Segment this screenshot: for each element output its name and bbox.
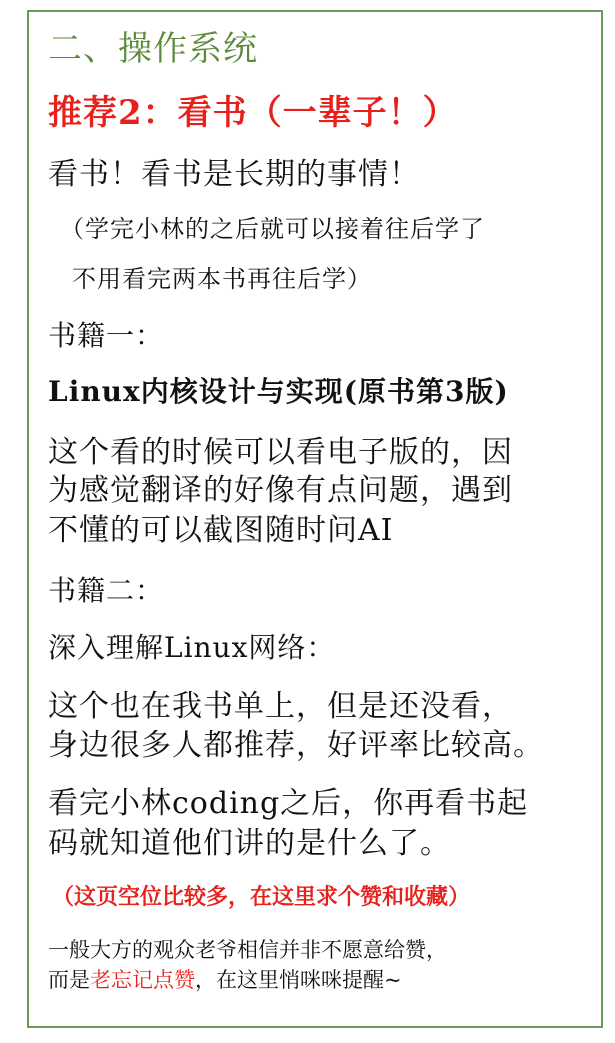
book1-label: 书籍一：	[48, 319, 165, 352]
book1-title: Linux内核设计与实现(原书第3版)	[48, 375, 509, 408]
book1-desc-line-3: 不懂的可以截图随时问AI	[48, 513, 394, 548]
footer-highlight: 老忘记点赞	[90, 968, 195, 992]
footer-line-2	[48, 970, 402, 991]
note-line-1: （学完小林的之后就可以接着往后学了	[60, 215, 485, 243]
book2-desc-line-1: 这个也在我书单上，但是还没看，	[48, 689, 513, 724]
like-request: （这页空位比较多，在这里求个赞和收藏）	[52, 884, 471, 910]
book2-desc-line-2: 身边很多人都推荐，好评率比较高。	[48, 728, 544, 763]
intro-text: 看书！看书是长期的事情！	[48, 157, 420, 192]
book1-desc-line-2: 为感觉翻译的好像有点问题，遇到	[48, 473, 513, 508]
footer-line-1: 一般大方的观众老爷相信并非不愿意给赞，	[48, 938, 447, 962]
recommendation-title: 推荐2：看书（一辈子！）	[48, 93, 458, 133]
section-heading: 二、操作系统	[48, 29, 258, 69]
note-line-2: 不用看完两本书再往后学）	[72, 265, 372, 293]
after-reading-line-1: 看完小林coding之后，你再看书起	[48, 786, 529, 821]
book1-desc-line-1: 这个看的时候可以看电子版的，因	[48, 435, 513, 470]
book2-title: 深入理解Linux网络：	[48, 631, 336, 664]
footer-line-2-prefix: 而是	[48, 968, 90, 992]
after-reading-line-2: 码就知道他们讲的是什么了。	[48, 826, 451, 861]
book2-label: 书籍二：	[48, 574, 165, 607]
footer-line-2-suffix: ，在这里悄咪咪提醒~	[195, 968, 402, 992]
